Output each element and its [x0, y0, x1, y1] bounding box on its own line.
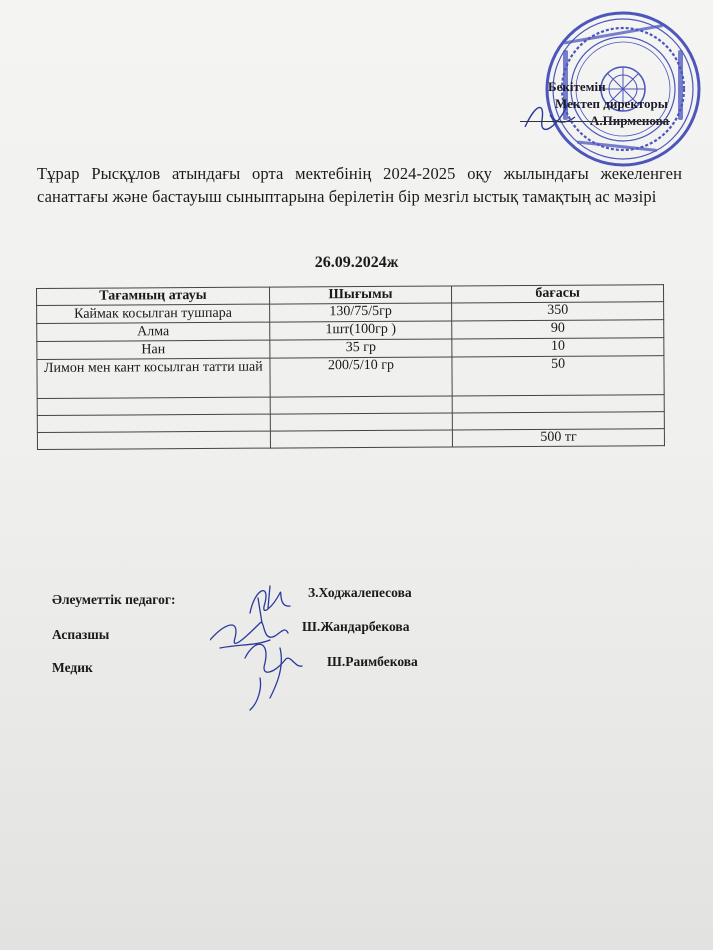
staff-role: Әлеуметтік педагог:: [52, 592, 176, 607]
header-portion: Шығымы: [269, 286, 452, 304]
menu-table: [36, 284, 665, 450]
staff-name: Ш.Жандарбекова: [302, 619, 410, 634]
dish-portion: 35 гр: [270, 339, 453, 358]
dish-portion: [270, 396, 453, 414]
dish-name: [37, 414, 270, 432]
dish-portion: 200/5/10 гр: [270, 357, 453, 397]
dish-price: 50: [452, 356, 664, 396]
table-row: [37, 356, 664, 399]
dish-price: [452, 412, 664, 430]
dish-name: Алма: [37, 322, 270, 341]
staff-role: Аспазшы: [52, 627, 110, 642]
dish-name: Каймак косылган тушпара: [37, 304, 270, 323]
dish-portion: [270, 413, 453, 431]
table-total-row: [37, 429, 664, 450]
approval-title: Бекітемін: [548, 79, 606, 94]
staff-role: Медик: [52, 660, 93, 675]
document-heading: Тұрар Рысқұлов атындағы орта мектебінің 2024-2025 оқу жылындағы жекеленген санаттағы және бастауыш сыныптарына берілетін бір мезгіл ыстық тамақтың ас мәзірі: [37, 164, 682, 206]
approval-signature-line: [520, 121, 670, 122]
dish-price: 90: [452, 320, 664, 339]
approval-name: А.Пирменова: [590, 113, 670, 128]
staff-name: Ш.Раимбекова: [327, 654, 418, 669]
total-portion: [270, 430, 453, 448]
dish-name: Нан: [37, 340, 270, 359]
total-price: 500 тг: [453, 429, 665, 447]
director-signature: [520, 95, 580, 135]
dish-price: [452, 395, 664, 413]
staff-name: З.Ходжалепесова: [308, 585, 412, 600]
header-dish-name: Тағамның атауы: [37, 287, 270, 305]
total-label: [37, 431, 270, 449]
dish-price: 350: [452, 302, 664, 321]
approval-position: Мектеп директоры: [555, 96, 668, 111]
dish-name: [37, 397, 270, 415]
handwritten-signatures: [210, 578, 320, 718]
dish-name: Лимон мен кант косылган татти шай: [37, 358, 270, 398]
dish-price: 10: [452, 338, 664, 357]
dish-portion: 130/75/5гр: [269, 303, 452, 322]
menu-date: 26.09.2024ж: [314, 254, 399, 271]
dish-portion: 1шт(100гр ): [269, 321, 452, 340]
header-price: бағасы: [452, 285, 664, 303]
